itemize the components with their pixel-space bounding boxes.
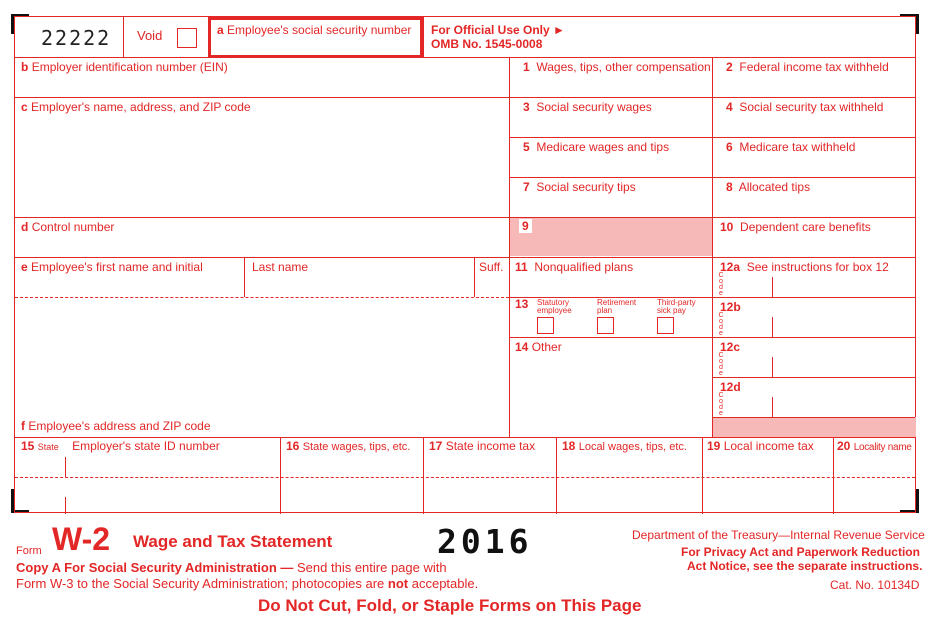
- box-c-label: c Employer's name, address, and ZIP code: [21, 100, 251, 114]
- box-13-label: 13: [515, 297, 529, 311]
- box-11-label: 11 Nonqualified plans: [515, 260, 634, 274]
- box-e-label: e Employee's first name and initial: [21, 260, 203, 274]
- box-18-label: 18 Local wages, tips, etc.: [562, 439, 687, 453]
- box-10-label: 10 Dependent care benefits: [720, 220, 871, 234]
- box-e-suffix: Suff.: [479, 260, 504, 274]
- retirement-checkbox[interactable]: [597, 317, 614, 334]
- thirdparty-checkbox[interactable]: [657, 317, 674, 334]
- form-word: Form: [16, 545, 42, 557]
- w2-form: [14, 16, 916, 513]
- treasury-dept: Department of the Treasury—Internal Revenue Service: [632, 528, 925, 542]
- code-label-12d: Code: [718, 392, 724, 417]
- box-d-label: d Control number: [21, 220, 115, 234]
- box-16-label: 16 State wages, tips, etc.: [286, 439, 411, 453]
- control-code: 22222: [41, 26, 112, 50]
- privacy-line-1: For Privacy Act and Paperwork Reduction: [681, 545, 920, 559]
- box-1-label: 1 Wages, tips, other compensation: [523, 60, 711, 74]
- box-20-label: 20 Locality name: [837, 439, 912, 453]
- copy-a-line: Copy A For Social Security Administration — Send this entire page with: [16, 560, 447, 575]
- w3-line: Form W-3 to the Social Security Administration; photocopies are not acceptable.: [16, 576, 479, 591]
- box-8-label: 8 Allocated tips: [726, 180, 811, 194]
- catalog-number: Cat. No. 10134D: [830, 578, 920, 592]
- box-15-label: 15 State Employer's state ID number: [21, 439, 220, 453]
- box-b-label: b Employer identification number (EIN): [21, 60, 228, 74]
- box-17-label: 17 State income tax: [429, 439, 536, 453]
- crop-mark-top-right: [916, 14, 919, 34]
- box-9-shaded: [509, 217, 712, 256]
- box-a-label: a Employee's social security number: [217, 23, 412, 37]
- box-12d-label: 12d: [720, 380, 741, 394]
- box-7-label: 7 Social security tips: [523, 180, 636, 194]
- box-e-last-name: Last name: [252, 260, 309, 274]
- privacy-line-2: Act Notice, see the separate instructions.: [687, 559, 923, 573]
- code-label-12b: Code: [718, 312, 724, 337]
- box-2-label: 2 Federal income tax withheld: [726, 60, 889, 74]
- box-6-label: 6 Medicare tax withheld: [726, 140, 856, 154]
- box-12c-label: 12c: [720, 340, 741, 354]
- code-label-12a: Code: [718, 272, 724, 297]
- box-14-label: 14 Other: [515, 340, 562, 354]
- retirement-label: Retirement plan: [597, 298, 637, 315]
- box-12-bottom-shaded: [712, 417, 916, 437]
- box-19-label: 19 Local income tax: [707, 439, 814, 453]
- void-checkbox[interactable]: [177, 28, 197, 48]
- omb-number: OMB No. 1545-0008: [431, 37, 543, 51]
- void-label: Void: [137, 28, 163, 43]
- box-12a-label: 12a See instructions for box 12: [720, 260, 889, 274]
- thirdparty-label: Third-party sick pay: [657, 298, 696, 315]
- box-4-label: 4 Social security tax withheld: [726, 100, 884, 114]
- box-3-label: 3 Social security wages: [523, 100, 652, 114]
- box-12b-label: 12b: [720, 300, 741, 314]
- form-title: Wage and Tax Statement: [133, 532, 333, 551]
- statutory-checkbox[interactable]: [537, 317, 554, 334]
- do-not-cut-warning: Do Not Cut, Fold, or Staple Forms on This Page: [258, 596, 642, 615]
- box-9-label: 9: [519, 219, 532, 233]
- statutory-label: Statutory employee: [537, 298, 572, 315]
- code-label-12c: Code: [718, 352, 724, 377]
- form-name: W-2: [52, 521, 111, 557]
- box-5-label: 5 Medicare wages and tips: [523, 140, 670, 154]
- box-f-label: f Employee's address and ZIP code: [21, 419, 211, 433]
- tax-year: 2016: [437, 522, 533, 561]
- official-use: For Official Use Only ►: [431, 23, 565, 37]
